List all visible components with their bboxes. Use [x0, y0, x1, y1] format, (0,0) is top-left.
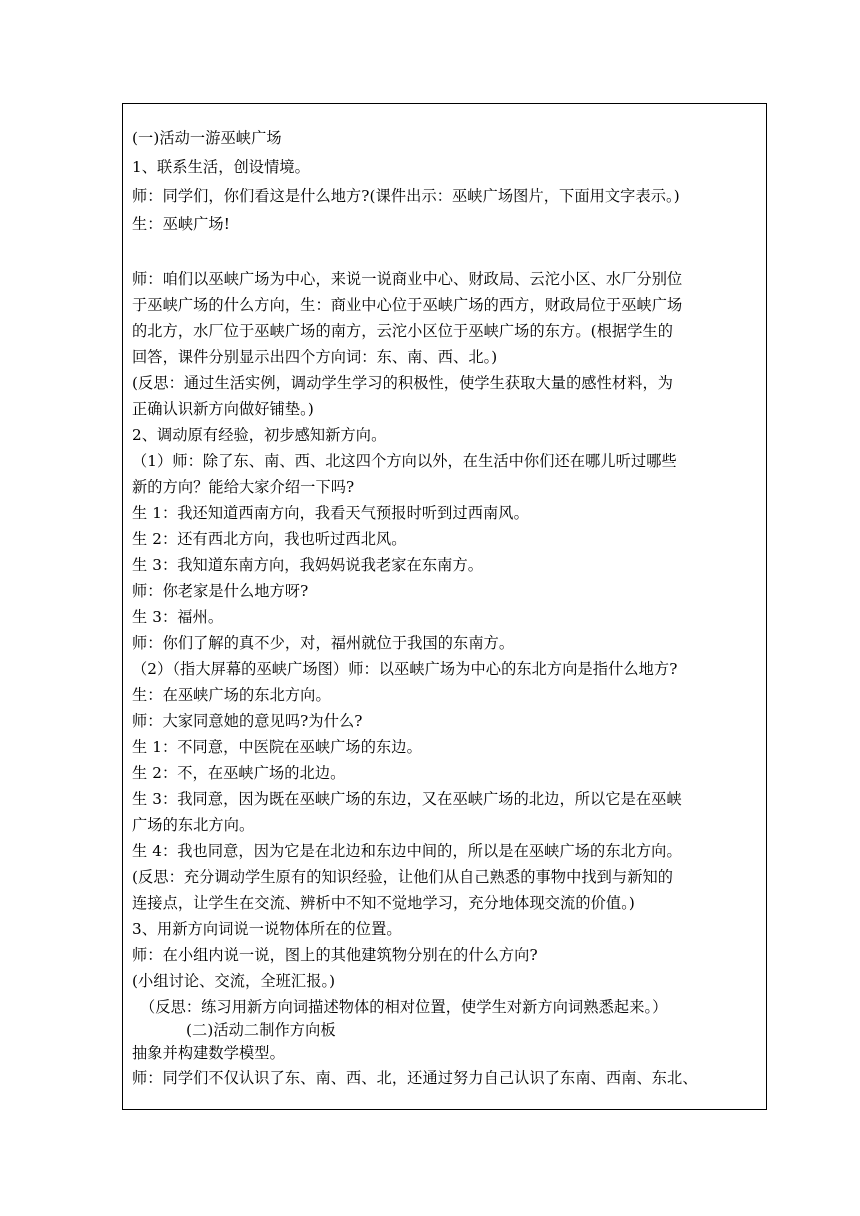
dialogue-line: 生 1：我还知道西南方向，我看天气预报时听到过西南风。 — [132, 504, 529, 522]
paragraph-line: 回答，课件分别显示出四个方向词：东、南、西、北。) — [132, 348, 498, 366]
paragraph-line: 生：巫峡广场! — [132, 215, 230, 233]
paragraph-line: 师：咱们以巫峡广场为中心，来说一说商业中心、财政局、云沱小区、水厂分别位 — [132, 270, 683, 288]
paragraph-line: 师：同学们，你们看这是什么地方?(课件出示：巫峡广场图片，下面用文字表示。) — [132, 187, 680, 205]
dialogue-line: 生 3：我知道东南方向，我妈妈说我老家在东南方。 — [132, 556, 484, 574]
dialogue-line: （2）（指大屏幕的巫峡广场图）师：以巫峡广场为中心的东北方向是指什么地方? — [132, 660, 678, 678]
dialogue-line: 生 2：不，在巫峡广场的北边。 — [132, 764, 346, 782]
paragraph-line: 新的方向？能给大家介绍一下吗? — [132, 478, 355, 496]
reflection-line: 正确认识新方向做好铺垫。) — [132, 400, 314, 418]
dialogue-line: 广场的东北方向。 — [132, 816, 255, 834]
dialogue-line: 师：你老家是什么地方呀? — [132, 582, 309, 600]
paragraph-line: 的北方，水厂位于巫峡广场的南方，云沱小区位于巫峡广场的东方。(根据学生的 — [132, 322, 674, 340]
dialogue-line: 师：大家同意她的意见吗?为什么? — [132, 712, 363, 730]
section-heading-activity-one: (一)活动一游巫峡广场 — [132, 129, 282, 147]
reflection-line: (反思：充分调动学生原有的知识经验，让他们从自己熟悉的事物中找到与新知的 — [132, 868, 674, 886]
reflection-line: （反思：练习用新方向词描述物体的相对位置，使学生对新方向词熟悉起来。） — [140, 998, 668, 1016]
paragraph-line: 抽象并构建数学模型。 — [132, 1044, 285, 1062]
dialogue-line: 生 3：我同意，因为既在巫峡广场的东边，又在巫峡广场的北边，所以它是在巫峡 — [132, 790, 682, 808]
dialogue-line: 师：在小组内说一说，图上的其他建筑物分别在的什么方向? — [132, 946, 538, 964]
step-heading-2: 2、调动原有经验，初步感知新方向。 — [132, 426, 387, 444]
reflection-line: (反思：通过生活实例，调动学生学习的积极性，使学生获取大量的感性材料，为 — [132, 374, 674, 392]
step-heading-3: 3、用新方向词说一说物体所在的位置。 — [132, 920, 402, 938]
paragraph-line: (小组讨论、交流，全班汇报。) — [132, 972, 336, 990]
dialogue-line: 生 4：我也同意，因为它是在北边和东边中间的，所以是在巫峡广场的东北方向。 — [132, 842, 682, 860]
dialogue-line: 生 3：福州。 — [132, 608, 224, 626]
dialogue-line: 生：在巫峡广场的东北方向。 — [132, 686, 331, 704]
step-heading-1: 1、联系生活，创设情境。 — [132, 158, 310, 176]
dialogue-line: 生 2：还有西北方向，我也听过西北风。 — [132, 530, 407, 548]
paragraph-line: （1）师：除了东、南、西、北这四个方向以外，在生活中你们还在哪儿听过哪些 — [132, 452, 677, 470]
paragraph-line: 于巫峡广场的什么方向，生：商业中心位于巫峡广场的西方，财政局位于巫峡广场 — [132, 296, 683, 314]
section-heading-activity-two: (二)活动二制作方向板 — [186, 1021, 336, 1039]
dialogue-line: 生 1：不同意，中医院在巫峡广场的东边。 — [132, 738, 422, 756]
dialogue-line: 师：同学们不仅认识了东、南、西、北，还通过努力自己认识了东南、西南、东北、 — [132, 1069, 698, 1087]
dialogue-line: 师：你们了解的真不少，对，福州就位于我国的东南方。 — [132, 634, 515, 652]
reflection-line: 连接点，让学生在交流、辨析中不知不觉地学习，充分地体现交流的价值。) — [132, 894, 635, 912]
